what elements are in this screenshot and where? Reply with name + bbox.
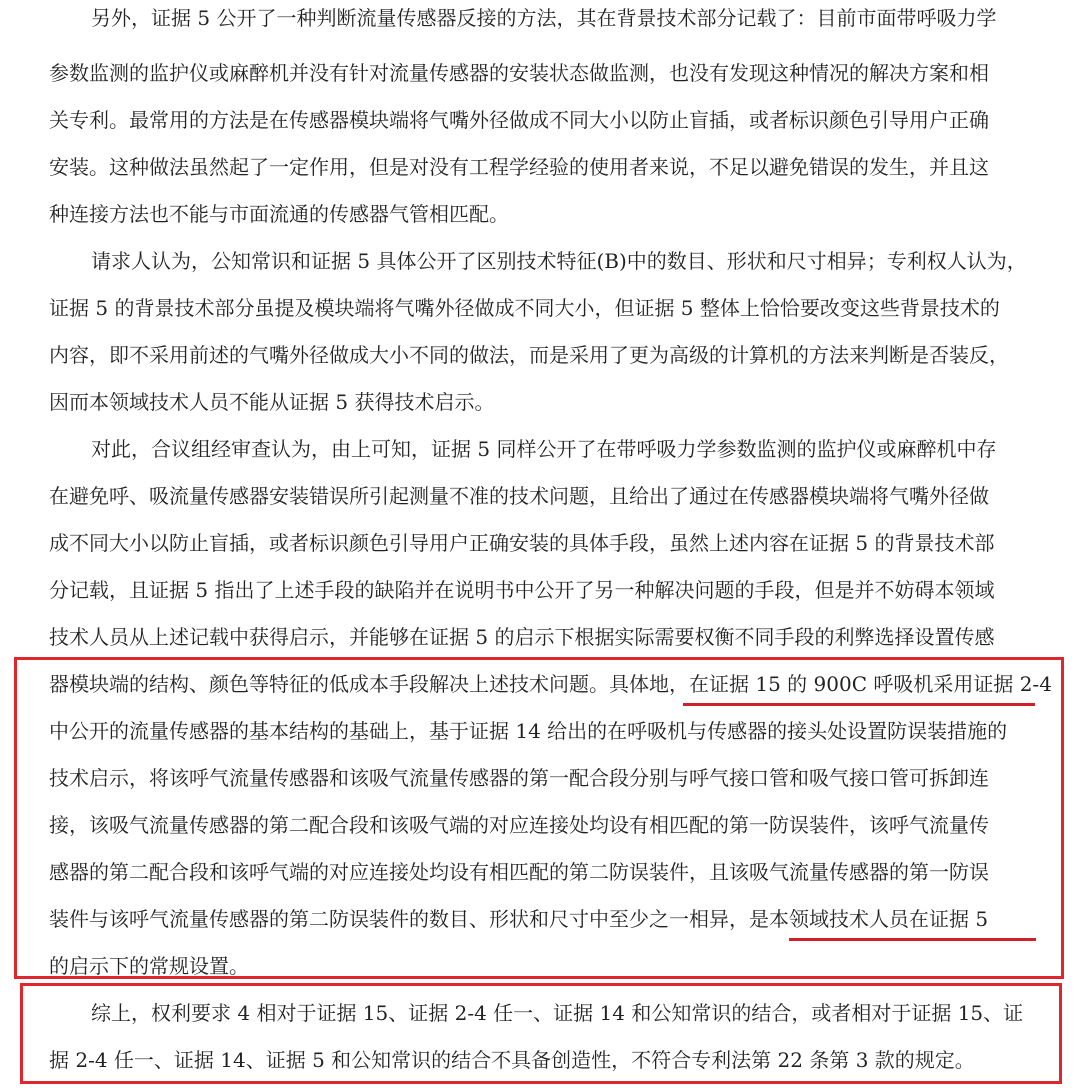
text-line-10: 对此，合议组经审查认为，由上可知，证据 5 同样公开了在带呼吸力学参数监测的监护仪或麻醉机中存 — [91, 437, 997, 461]
text-line-11: 在避免呼、吸流量传感器安装错误所引起测量不准的技术问题，且给出了通过在传感器模块端将气嘴外径做 — [49, 484, 989, 508]
text-line-15: 器模块端的结构、颜色等特征的低成本手段解决上述技术问题。具体地，在证据 15 的 900C 呼吸机采用证据 2-4 — [49, 672, 1052, 696]
text-line-21: 的启示下的常规设置。 — [49, 954, 249, 978]
text-line-17: 技术启示，将该呼气流量传感器和该吸气流量传感器的第一配合段分别与呼气接口管和吸气接口管可拆卸连 — [49, 766, 989, 790]
text-line-16: 中公开的流量传感器的基本结构的基础上，基于证据 14 给出的在呼吸机与传感器的接头处设置防误装措施的 — [49, 719, 1008, 743]
text-line-2: 参数监测的监护仪或麻醉机并没有针对流量传感器的安装状态做监测，也没有发现这种情况的解决方案和相 — [49, 61, 989, 85]
text-line-22: 综上，权利要求 4 相对于证据 15、证据 2-4 任一、证据 14 和公知常识的结合，或者相对于证据 15、证 — [91, 1001, 1024, 1025]
text-line-9: 因而本领域技术人员不能从证据 5 获得技术启示。 — [49, 390, 495, 414]
text-line-7: 证据 5 的背景技术部分虽提及模块端将气嘴外径做成不同大小，但证据 5 整体上恰恰要改变这些背景技术的 — [49, 296, 1000, 320]
text-line-23: 据 2-4 任一、证据 14、证据 5 和公知常识的结合不具备创造性，不符合专利法第 22 条第 3 款的规定。 — [49, 1048, 975, 1072]
text-line-20: 装件与该呼气流量传感器的第二防误装件的数目、形状和尺寸中至少之一相异，是本领域技术人员在证据 5 — [49, 907, 989, 931]
underline-evidence-15 — [683, 703, 1035, 706]
text-line-14: 技术人员从上述记载中获得启示，并能够在证据 5 的启示下根据实际需要权衡不同手段的利弊选择设置传感 — [49, 625, 995, 649]
text-line-12: 成不同大小以防止盲插，或者标识颜色引导用户正确安装的具体手段，虽然上述内容在证据 5 的背景技术部 — [49, 531, 995, 555]
text-line-19: 感器的第二配合段和该呼气端的对应连接处均设有相匹配的第二防误装件，且该吸气流量传感器的第一防误 — [49, 860, 989, 884]
text-line-8: 内容，即不采用前述的气嘴外径做成大小不同的做法，而是采用了更为高级的计算机的方法来判断是否装反， — [49, 343, 1009, 367]
text-line-6: 请求人认为，公知常识和证据 5 具体公开了区别技术特征(B)中的数目、形状和尺寸相异；专利权人认为， — [91, 249, 1027, 273]
text-line-18: 接，该吸气流量传感器的第二配合段和该吸气端的对应连接处均设有相匹配的第一防误装件，该呼气流量传 — [49, 813, 989, 837]
text-line-1: 另外，证据 5 公开了一种判断流量传感器反接的方法，其在背景技术部分记载了：目前市面带呼吸力学 — [91, 6, 997, 30]
text-line-3: 关专利。最常用的方法是在传感器模块端将气嘴外径做成不同大小以防止盲插，或者标识颜色引导用户正确 — [49, 108, 989, 132]
text-line-5: 种连接方法也不能与市面流通的传感器气管相匹配。 — [49, 202, 509, 226]
highlight-box-conclusion — [20, 983, 1062, 1084]
text-line-13: 分记载，且证据 5 指出了上述手段的缺陷并在说明书中公开了另一种解决问题的手段，但是并不妨碍本领域 — [49, 578, 995, 602]
underline-evidence-5 — [789, 938, 1036, 941]
text-line-4: 安装。这种做法虽然起了一定作用，但是对没有工程学经验的使用者来说，不足以避免错误的发生，并且这 — [49, 155, 989, 179]
